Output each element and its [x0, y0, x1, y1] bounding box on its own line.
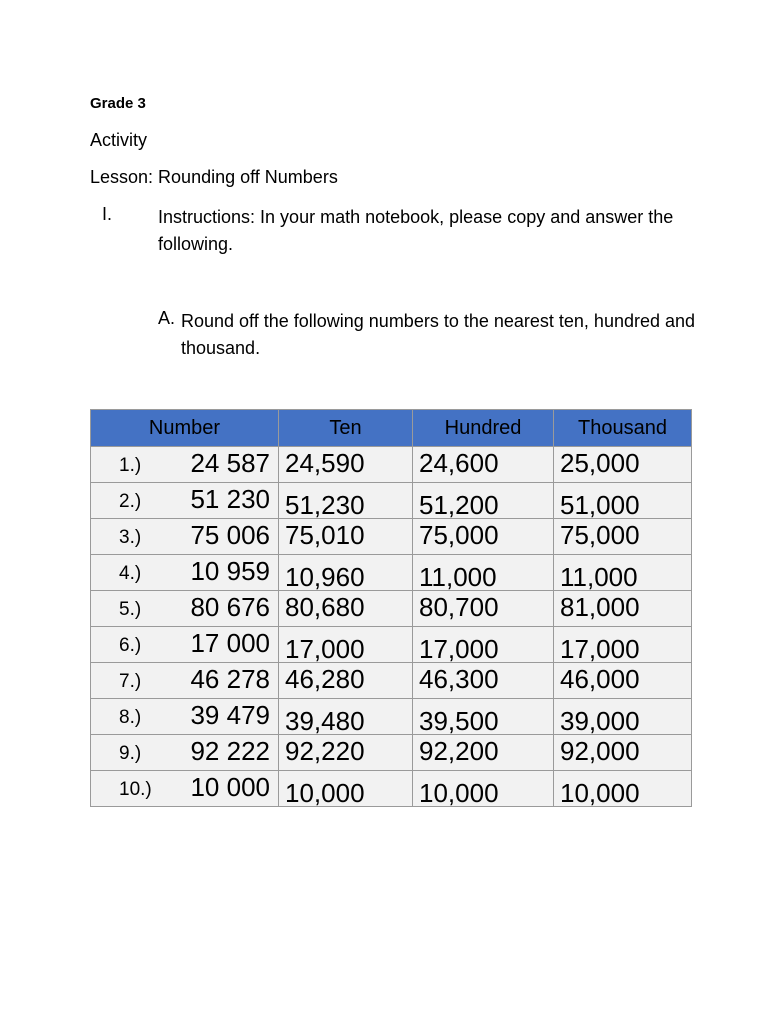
rounded-ten-value: 10,960	[285, 562, 365, 591]
number-cell	[91, 591, 279, 627]
table-row	[91, 627, 692, 663]
hundred-cell	[413, 519, 554, 555]
hundred-cell	[413, 735, 554, 771]
number-cell	[91, 447, 279, 483]
table-row	[91, 771, 692, 807]
thousand-cell	[554, 627, 692, 663]
hundred-cell	[413, 447, 554, 483]
row-index: 9.)	[119, 743, 142, 764]
rounded-hundred-value: 17,000	[419, 634, 499, 663]
rounded-ten-value: 51,230	[285, 490, 365, 519]
thousand-cell	[554, 483, 692, 519]
row-index: 2.)	[119, 491, 142, 512]
rounded-thousand-value: 81,000	[560, 592, 640, 622]
row-number: 51 230	[190, 484, 270, 514]
rounded-hundred-value: 11,000	[419, 562, 497, 591]
rounded-hundred-value: 80,700	[419, 592, 499, 622]
hundred-cell	[413, 591, 554, 627]
rounded-thousand-value: 92,000	[560, 736, 640, 766]
number-cell	[91, 699, 279, 735]
thousand-cell	[554, 591, 692, 627]
row-number: 46 278	[190, 664, 270, 694]
row-index: 4.)	[119, 563, 142, 584]
number-cell	[91, 771, 279, 807]
table-row	[91, 735, 692, 771]
table-row	[91, 699, 692, 735]
rounding-table	[90, 409, 692, 807]
thousand-cell	[554, 735, 692, 771]
rounded-hundred-value: 51,200	[419, 490, 499, 519]
rounded-hundred-value: 39,500	[419, 706, 499, 735]
table-row	[91, 591, 692, 627]
rounded-thousand-value: 51,000	[560, 490, 640, 519]
table-header-row	[91, 410, 692, 447]
ten-cell	[279, 771, 413, 807]
hundred-cell	[413, 699, 554, 735]
ten-cell	[279, 555, 413, 591]
number-cell	[91, 555, 279, 591]
number-cell	[91, 663, 279, 699]
row-index: 6.)	[119, 635, 142, 656]
rounded-ten-value: 46,280	[285, 664, 365, 694]
hundred-cell	[413, 555, 554, 591]
rounded-hundred-value: 24,600	[419, 448, 499, 478]
row-number: 75 006	[190, 520, 270, 550]
row-index: 7.)	[119, 671, 142, 692]
header-hundred: Hundred	[413, 410, 554, 447]
row-number: 10 959	[190, 556, 270, 586]
row-index: 10.)	[119, 779, 152, 800]
thousand-cell	[554, 555, 692, 591]
ten-cell	[279, 483, 413, 519]
row-number: 10 000	[190, 772, 270, 802]
header-number: Number	[91, 410, 279, 447]
rounded-thousand-value: 39,000	[560, 706, 640, 735]
instructions-text: Instructions: In your math notebook, please copy and answer the following.	[158, 207, 674, 254]
table-row	[91, 483, 692, 519]
rounded-hundred-value: 92,200	[419, 736, 499, 766]
ten-cell	[279, 519, 413, 555]
hundred-cell	[413, 627, 554, 663]
rounded-ten-value: 75,010	[285, 520, 365, 550]
thousand-cell	[554, 663, 692, 699]
section-a-text: Round off the following numbers to the nearest ten, hundred and thousand.	[181, 311, 696, 358]
row-index: 1.)	[119, 455, 142, 476]
thousand-cell	[554, 447, 692, 483]
rounded-ten-value: 92,220	[285, 736, 365, 766]
grade-label: Grade 3	[90, 95, 146, 112]
rounded-hundred-value: 46,300	[419, 664, 499, 694]
rounded-ten-value: 10,000	[285, 778, 365, 807]
thousand-cell	[554, 519, 692, 555]
row-index: 8.)	[119, 707, 142, 728]
row-number: 24 587	[190, 448, 270, 478]
hundred-cell	[413, 663, 554, 699]
rounded-thousand-value: 46,000	[560, 664, 640, 694]
header-thousand: Thousand	[554, 410, 692, 447]
activity-label: Activity	[90, 130, 148, 150]
ten-cell	[279, 735, 413, 771]
rounded-ten-value: 24,590	[285, 448, 365, 478]
rounded-hundred-value: 10,000	[419, 778, 499, 807]
instructions-number: I.	[102, 204, 113, 224]
rounded-hundred-value: 75,000	[419, 520, 499, 550]
row-number: 80 676	[190, 592, 270, 622]
rounded-thousand-value: 75,000	[560, 520, 640, 550]
hundred-cell	[413, 483, 554, 519]
section-a-letter: A.	[158, 308, 176, 328]
number-cell	[91, 627, 279, 663]
ten-cell	[279, 663, 413, 699]
ten-cell	[279, 627, 413, 663]
rounded-thousand-value: 11,000	[560, 562, 638, 591]
rounded-ten-value: 39,480	[285, 706, 365, 735]
rounded-thousand-value: 10,000	[560, 778, 640, 807]
ten-cell	[279, 591, 413, 627]
table-body	[91, 447, 692, 807]
lesson-title: Lesson: Rounding off Numbers	[90, 167, 338, 187]
rounded-thousand-value: 17,000	[560, 634, 640, 663]
table-row	[91, 555, 692, 591]
ten-cell	[279, 447, 413, 483]
table-row	[91, 519, 692, 555]
row-number: 92 222	[190, 736, 270, 766]
row-number: 39 479	[190, 700, 270, 730]
thousand-cell	[554, 699, 692, 735]
table-row	[91, 447, 692, 483]
row-number: 17 000	[190, 628, 270, 658]
row-index: 3.)	[119, 527, 142, 548]
hundred-cell	[413, 771, 554, 807]
ten-cell	[279, 699, 413, 735]
row-index: 5.)	[119, 599, 142, 620]
table-row	[91, 663, 692, 699]
rounded-ten-value: 17,000	[285, 634, 365, 663]
number-cell	[91, 735, 279, 771]
rounded-thousand-value: 25,000	[560, 448, 640, 478]
header-ten: Ten	[279, 410, 413, 447]
number-cell	[91, 483, 279, 519]
number-cell	[91, 519, 279, 555]
thousand-cell	[554, 771, 692, 807]
rounded-ten-value: 80,680	[285, 592, 365, 622]
